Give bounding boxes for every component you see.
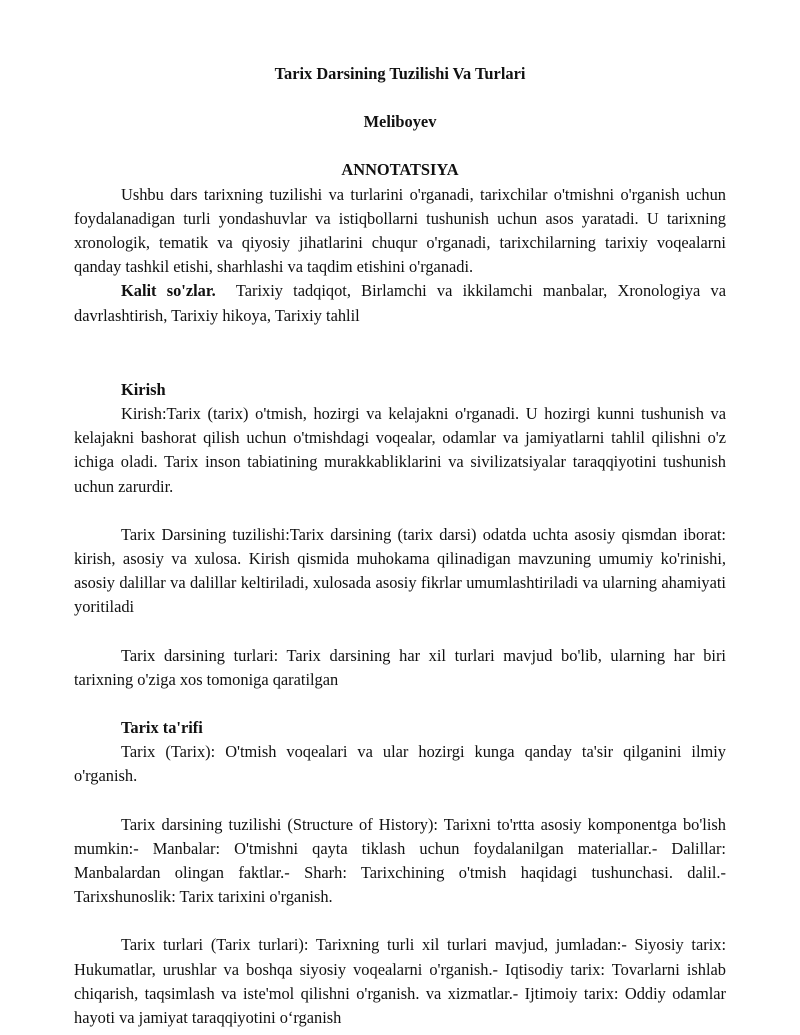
keywords-text: Tarixiy tadqiqot, Birlamchi va ikkilamchi manbalar, Xronologiya va davrlashtirish, Tarixiy hikoya, Tarixiy tahlil xyxy=(74,281,726,325)
tarif-paragraph-1: Tarix (Tarix): O'tmish voqealari va ular hozirgi kunga qanday ta'sir qilganini ilmiy o'rganish. xyxy=(74,742,726,786)
kirish-paragraph-3: Tarix darsining turlari: Tarix darsining har xil turlari mavjud bo'lib, ularning har biri tarixning o'ziga xos tomoniga qaratilgan xyxy=(74,645,726,689)
kirish-paragraph-2: Tarix Darsining tuzilishi:Tarix darsining (tarix darsi) odatda uchta asosiy qismdan iborat: kirish, asosiy va xulosa. Kirish qismida muhokama qilinadigan mavzuning umumiy ko'rinishi, asosiy dalillar va dalillar keltiriladi, xulosada asosiy fikrlar umumlashtiriladi va ularning ahamiyati yoritiladi xyxy=(74,524,726,617)
keywords-paragraph xyxy=(74,279,726,327)
keywords-label: Kalit so'zlar. xyxy=(121,281,216,301)
section-heading-tarif: Tarix ta'rifi xyxy=(121,718,203,738)
author-name: Meliboyev xyxy=(363,112,437,132)
tarif-paragraph-3: Tarix turlari (Tarix turlari): Tarixning turli xil turlari mavjud, jumladan:- Siyosiy tarix: Hukumatlar, urushlar va boshqa siyosiy voqealarni o'rganish.- Iqtisodiy tarix: Tovarlarni ishlab chiqarish, taqsimlash va iste'mol qilishni o'rganish. va xizmatlar.- Ijtimoiy tarix: Oddiy odamlar hayoti va jamiyat taraqqiyotini o‘rganish xyxy=(74,935,726,1028)
abstract-heading: ANNOTATSIYA xyxy=(341,160,459,180)
abstract-paragraph: Ushbu dars tarixning tuzilishi va turlarini o'rganadi, tarixchilar o'tmishni o'rganish uchun foydalanadigan turli yondashuvlar va istiqbollarni tushunish uchun asos yaratadi. U tarixning xronologik, tematik va qiyosiy jihatlarini chuqur o'rganadi, tarixchilarning tarixiy voqealarni qanday tashkil etishi, sharhlashi va taqdim etishini o'rganadi. xyxy=(74,184,726,277)
document-title: Tarix Darsining Tuzilishi Va Turlari xyxy=(274,64,526,83)
section-heading-kirish: Kirish xyxy=(121,379,166,399)
tarif-paragraph-2: Tarix darsining tuzilishi (Structure of History): Tarixni to'rtta asosiy komponentga bo'lish mumkin:- Manbalar: O'tmishni qayta tiklash uchun foydalanilgan materiallar.- Dalillar: Manbalardan olingan faktlar.- Sharh: Tarixchining o'tmish haqidagi tushunchasi. dalil.- Tarixshunoslik: Tarix tarixini o'rganish. xyxy=(74,814,726,907)
kirish-paragraph-1: Kirish:Tarix (tarix) o'tmish, hozirgi va kelajakni o'rganadi. U hozirgi kunni tushunish va kelajakni bashorat qilish uchun o'tmishdagi voqealar, odamlar va jamiyatlarni tahlil qilishni o'z ichiga oladi. Tarix inson tabiatining murakkabliklarini va sivilizatsiyalar taraqqiyotini tushunish uchun zarurdir. xyxy=(74,404,726,496)
